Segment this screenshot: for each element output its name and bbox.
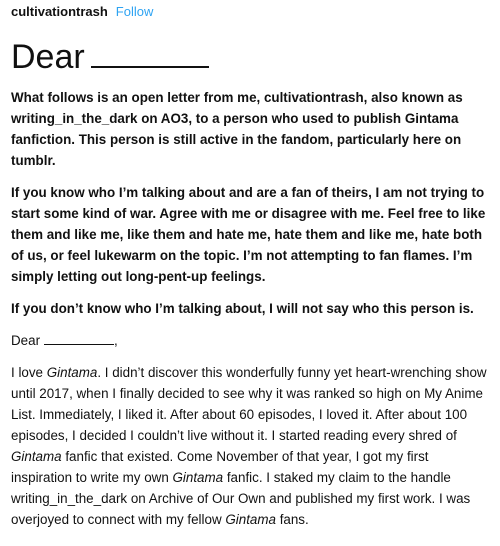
intro-paragraph-3: If you don’t know who I’m talking about, I will not say who this person is. xyxy=(11,301,474,316)
post-header xyxy=(11,3,489,23)
intro-paragraph-1: What follows is an open letter from me, cultivationtrash, also known as writing_in_the_dark on AO3, to a person who used to publish Gintama fanfiction. This person is still active in the fandom, particularly here on tumblr. xyxy=(11,90,463,168)
body-text-1: I love xyxy=(11,365,47,380)
letter-body-paragraph xyxy=(11,362,489,530)
salutation-comma: , xyxy=(114,333,118,348)
body-title-italic: Gintama xyxy=(172,470,224,485)
body-text-2: . I didn’t discover this wonderfully funny yet heart-wrenching show until 2017, when I finally decided to see why it was ranked so high on My Anime List. Immediately, I liked it. After about 60 episodes, I loved it. After about 100 episodes, I decided I couldn’t live without it. I started reading every shred of xyxy=(11,365,487,443)
body-text-3: fanfic that existed. Come November of that year, I got my first inspiration to write my own xyxy=(11,449,429,485)
blog-username[interactable]: cultivationtrash xyxy=(11,4,108,19)
follow-button[interactable]: Follow xyxy=(115,4,154,19)
body-title-italic: Gintama xyxy=(225,512,276,527)
body-text-4: fanfic. I staked my claim to the handle writing_in_the_dark on Archive of Our Own and published my first work. I was overjoyed to connect with my fellow xyxy=(11,470,471,527)
post-title xyxy=(11,37,489,77)
intro-paragraph-2: If you know who I’m talking about and are a fan of theirs, I am not trying to start some kind of war. Agree with me or disagree with me. Feel free to like them and like me, like them and hate me, hate them and like me, hate both of us, or feel lukewarm on the topic. I’m not attempting to fan flames. I’m simply letting out long-pent-up feelings. xyxy=(11,185,486,284)
post-title-text: Dear xyxy=(11,38,85,76)
salutation-blank-line xyxy=(44,331,114,345)
title-blank-line xyxy=(91,40,209,68)
body-text-5: fans. xyxy=(275,512,309,527)
salutation-word: Dear xyxy=(11,333,41,348)
body-title-italic: Gintama xyxy=(11,449,62,464)
letter-salutation xyxy=(11,330,489,351)
body-title-italic: Gintama xyxy=(46,365,98,380)
